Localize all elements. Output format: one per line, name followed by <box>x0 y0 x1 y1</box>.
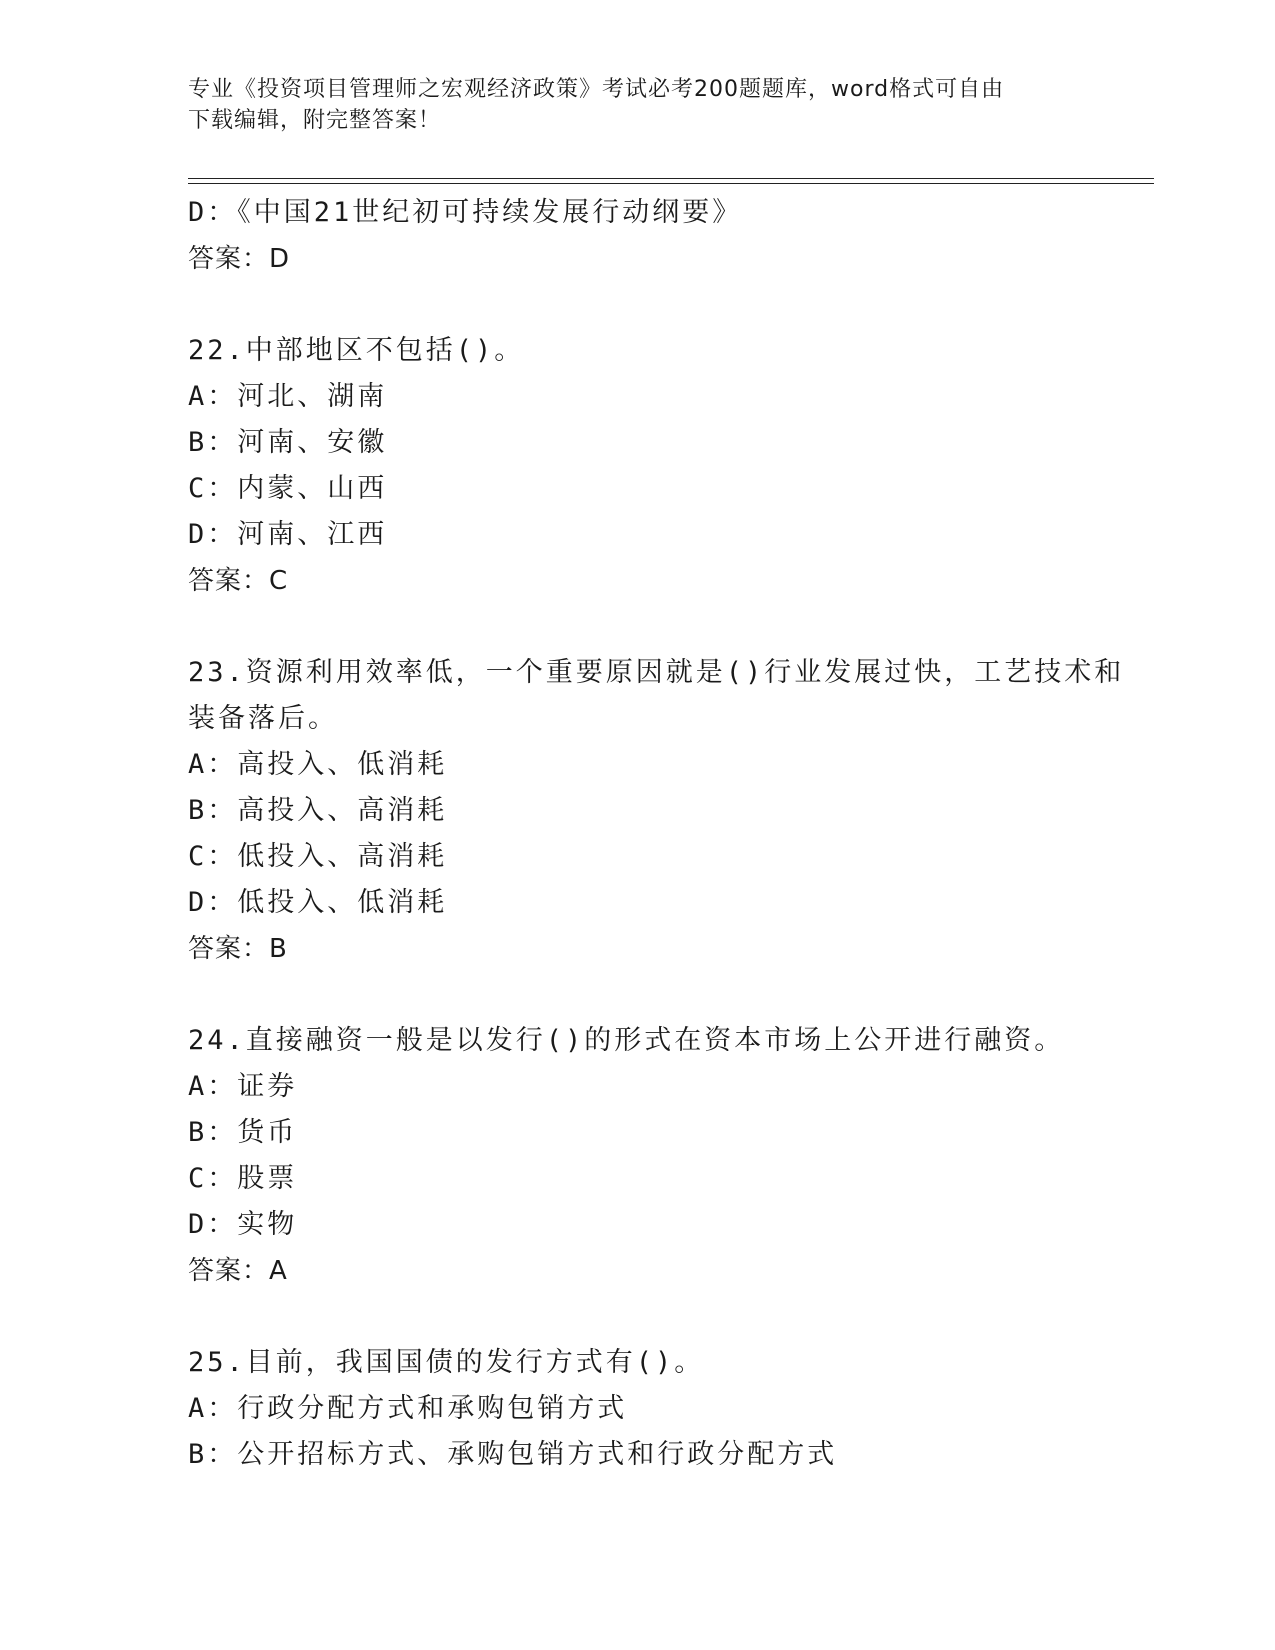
question-stem-line-2: 装备落后。 <box>188 703 338 734</box>
option-c: C：股票 <box>188 1163 298 1194</box>
answer-line: 答案：C <box>188 566 289 596</box>
header-line-1: 专业《投资项目管理师之宏观经济政策》考试必考200题题库，word格式可自由 <box>188 77 1005 102</box>
answer-line: 答案：D <box>188 244 291 274</box>
question-22 <box>188 328 1148 604</box>
spacer <box>188 972 1148 1018</box>
question-24 <box>188 1018 1148 1294</box>
option-d: D：实物 <box>188 1209 298 1240</box>
option-a: A：高投入、低消耗 <box>188 749 448 780</box>
question-stem: 22.中部地区不包括()。 <box>188 335 525 366</box>
header-line-2: 下载编辑，附完整答案！ <box>188 108 442 133</box>
header-divider-top <box>188 178 1154 179</box>
option-b: B：货币 <box>188 1117 298 1148</box>
option-b: B：高投入、高消耗 <box>188 795 448 826</box>
option-a: A：证券 <box>188 1071 298 1102</box>
option-c: C：内蒙、山西 <box>188 473 388 504</box>
answer-line: 答案：A <box>188 1256 288 1286</box>
spacer <box>188 282 1148 328</box>
option-a: A：行政分配方式和承购包销方式 <box>188 1393 628 1424</box>
question-23 <box>188 650 1148 972</box>
option-d: D：河南、江西 <box>188 519 388 550</box>
option-d: D：《中国21世纪初可持续发展行动纲要》 <box>188 197 743 228</box>
question-list <box>188 190 1148 1478</box>
header-divider-bottom <box>188 183 1154 184</box>
option-b: B：公开招标方式、承购包销方式和行政分配方式 <box>188 1439 838 1470</box>
spacer <box>188 604 1148 650</box>
option-b: B：河南、安徽 <box>188 427 388 458</box>
question-stem: 25.目前，我国国债的发行方式有()。 <box>188 1347 705 1378</box>
option-c: C：低投入、高消耗 <box>188 841 448 872</box>
spacer <box>188 1294 1148 1340</box>
answer-line: 答案：B <box>188 934 288 964</box>
question-25 <box>188 1340 1148 1478</box>
document-header <box>188 74 1088 136</box>
option-a: A：河北、湖南 <box>188 381 388 412</box>
question-stem: 24.直接融资一般是以发行()的形式在资本市场上公开进行融资。 <box>188 1025 1065 1056</box>
question-stem-line-1: 23.资源利用效率低，一个重要原因就是()行业发展过快，工艺技术和 <box>188 657 1125 688</box>
option-d: D：低投入、低消耗 <box>188 887 448 918</box>
